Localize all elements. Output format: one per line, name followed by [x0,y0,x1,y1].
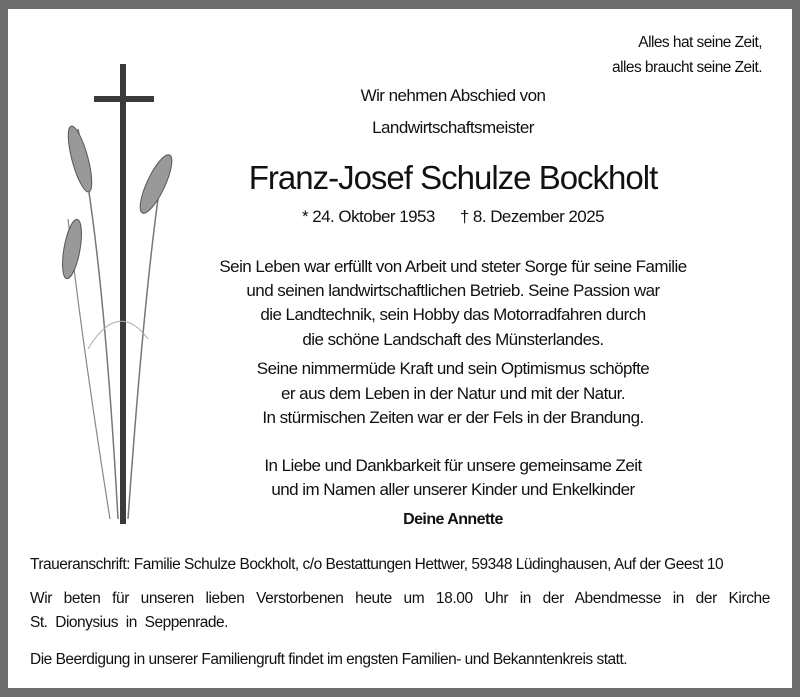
obituary-notice [8,9,792,688]
birth-date: * 24. Oktober 1953 [302,207,435,226]
paragraph2-line: In stürmischen Zeiten war er der Fels in der Brandung. [262,408,644,427]
paragraph1-line: Sein Leben war erfüllt von Arbeit und steter Sorge für seine Familie [219,257,687,276]
motto-line: alles braucht seine Zeit. [612,59,762,76]
mass-line: St. Dionysius in Seppenrade. [30,614,228,631]
paragraph3-line: und im Namen aller unserer Kinder und Enkelkinder [271,480,635,499]
paragraph2-line: Seine nimmermüde Kraft und sein Optimismus schöpfte [256,359,650,378]
motto-line: Alles hat seine Zeit, [638,34,762,51]
profession: Landwirtschaftsmeister [372,118,534,137]
mass-line: Wir beten für unseren lieben Verstorbenen heute um 18.00 Uhr in der Abendmesse in der Kirche [30,590,770,607]
burial-note: Die Beerdigung in unserer Familiengruft findet im engsten Familien- und Bekanntenkreis statt. [30,651,628,668]
signature: Deine Annette [403,511,503,528]
paragraph2-line: er aus dem Leben in der Natur und mit der Natur. [280,384,626,403]
deceased-name: Franz-Josef Schulze Bockholt [248,159,658,196]
dates [168,207,738,227]
paragraph1-line: die Landtechnik, sein Hobby das Motorradfahren durch [260,305,646,324]
paragraph3-line: In Liebe und Dankbarkeit für unsere gemeinsame Zeit [264,456,642,475]
death-date: † 8. Dezember 2025 [459,207,604,226]
intro-text: Wir nehmen Abschied von [360,86,546,105]
paragraph1-line: und seinen landwirtschaftlichen Betrieb. Seine Passion war [246,281,660,300]
paragraph1-line: die schöne Landschaft des Münsterlandes. [302,330,604,349]
cross-with-wheat-icon [48,49,178,529]
address: Traueranschrift: Familie Schulze Bockholt, c/o Bestattungen Hettwer, 59348 Lüdinghausen, Auf der Geest 10 [30,556,724,573]
